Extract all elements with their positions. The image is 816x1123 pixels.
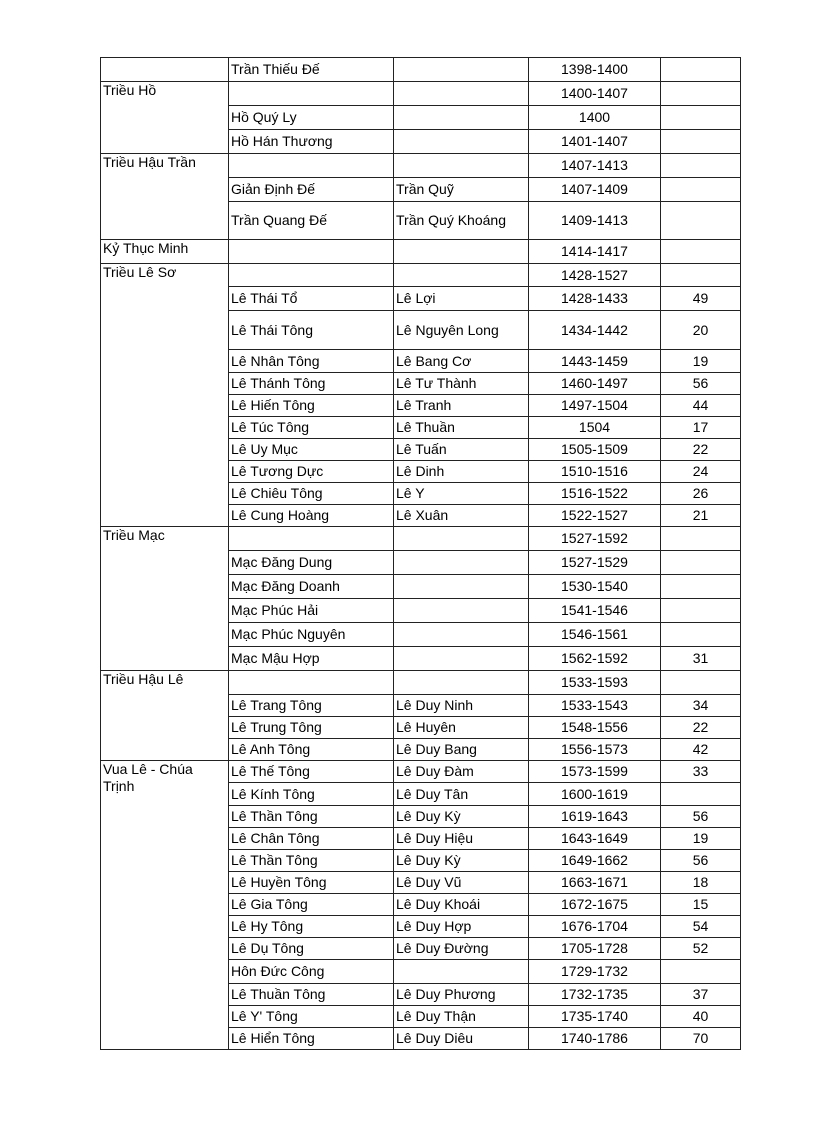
personal-name-cell: Lê Tranh <box>394 395 529 417</box>
ruler-name-cell: Hồ Quý Ly <box>229 106 394 130</box>
ruler-name-cell: Mạc Đăng Dung <box>229 551 394 575</box>
ruler-name-cell <box>229 671 394 695</box>
ruler-name-cell: Lê Thần Tông <box>229 850 394 872</box>
reign-period-cell: 1663-1671 <box>529 872 661 894</box>
personal-name-cell: Lê Duy Diêu <box>394 1028 529 1050</box>
reign-period-cell: 1533-1543 <box>529 695 661 717</box>
personal-name-cell: Lê Duy Đàm <box>394 761 529 783</box>
reign-period-cell: 1729-1732 <box>529 960 661 984</box>
reign-period-cell: 1398-1400 <box>529 58 661 82</box>
dynasty-name-cell: Vua Lê - Chúa Trịnh <box>101 761 229 1050</box>
age-cell <box>661 575 741 599</box>
reign-period-cell: 1401-1407 <box>529 130 661 154</box>
reign-period-cell: 1573-1599 <box>529 761 661 783</box>
age-cell: 42 <box>661 739 741 761</box>
age-cell <box>661 783 741 806</box>
personal-name-cell: Lê Duy Kỳ <box>394 806 529 828</box>
age-cell: 70 <box>661 1028 741 1050</box>
personal-name-cell <box>394 599 529 623</box>
table-row <box>101 527 741 551</box>
age-cell <box>661 551 741 575</box>
reign-period-cell: 1530-1540 <box>529 575 661 599</box>
personal-name-cell <box>394 106 529 130</box>
personal-name-cell <box>394 960 529 984</box>
personal-name-cell <box>394 551 529 575</box>
reign-period-cell: 1676-1704 <box>529 916 661 938</box>
personal-name-cell <box>394 527 529 551</box>
age-cell: 15 <box>661 894 741 916</box>
age-cell: 40 <box>661 1006 741 1028</box>
ruler-name-cell: Lê Thánh Tông <box>229 373 394 395</box>
age-cell <box>661 240 741 264</box>
ruler-name-cell: Lê Dụ Tông <box>229 938 394 960</box>
reign-period-cell: 1649-1662 <box>529 850 661 872</box>
personal-name-cell: Lê Y <box>394 483 529 505</box>
age-cell <box>661 106 741 130</box>
ruler-name-cell <box>229 264 394 287</box>
age-cell: 18 <box>661 872 741 894</box>
table-row <box>101 761 741 783</box>
ruler-name-cell <box>229 82 394 106</box>
ruler-name-cell <box>229 527 394 551</box>
personal-name-cell <box>394 264 529 287</box>
reign-period-cell: 1556-1573 <box>529 739 661 761</box>
table-row <box>101 58 741 82</box>
personal-name-cell: Lê Duy Phương <box>394 984 529 1006</box>
age-cell: 24 <box>661 461 741 483</box>
ruler-name-cell: Lê Nhân Tông <box>229 350 394 373</box>
personal-name-cell: Lê Duy Thận <box>394 1006 529 1028</box>
dynasty-name-cell: Triều Hồ <box>101 82 229 154</box>
age-cell <box>661 130 741 154</box>
personal-name-cell: Lê Tư Thành <box>394 373 529 395</box>
personal-name-cell: Lê Duy Kỳ <box>394 850 529 872</box>
reign-period-cell: 1428-1527 <box>529 264 661 287</box>
ruler-name-cell: Lê Thuần Tông <box>229 984 394 1006</box>
reign-period-cell: 1546-1561 <box>529 623 661 647</box>
personal-name-cell: Lê Thuần <box>394 417 529 439</box>
ruler-name-cell: Hôn Đức Công <box>229 960 394 984</box>
personal-name-cell <box>394 82 529 106</box>
reign-period-cell: 1516-1522 <box>529 483 661 505</box>
ruler-name-cell: Lê Y' Tông <box>229 1006 394 1028</box>
table-row <box>101 264 741 287</box>
personal-name-cell: Lê Duy Hiệu <box>394 828 529 850</box>
personal-name-cell: Lê Tuấn <box>394 439 529 461</box>
age-cell: 22 <box>661 717 741 739</box>
reign-period-cell: 1735-1740 <box>529 1006 661 1028</box>
ruler-name-cell: Trần Quang Đế <box>229 202 394 240</box>
ruler-name-cell: Lê Thế Tông <box>229 761 394 783</box>
table-row <box>101 82 741 106</box>
reign-period-cell: 1407-1413 <box>529 154 661 178</box>
reign-period-cell: 1548-1556 <box>529 717 661 739</box>
age-cell: 26 <box>661 483 741 505</box>
ruler-name-cell: Lê Huyền Tông <box>229 872 394 894</box>
dynasty-table-body <box>101 58 741 1050</box>
personal-name-cell: Lê Duy Khoái <box>394 894 529 916</box>
personal-name-cell: Lê Huyên <box>394 717 529 739</box>
age-cell <box>661 599 741 623</box>
reign-period-cell: 1541-1546 <box>529 599 661 623</box>
ruler-name-cell: Mạc Mậu Hợp <box>229 647 394 671</box>
age-cell <box>661 671 741 695</box>
ruler-name-cell: Lê Anh Tông <box>229 739 394 761</box>
ruler-name-cell: Trần Thiếu Đế <box>229 58 394 82</box>
age-cell: 56 <box>661 806 741 828</box>
personal-name-cell <box>394 58 529 82</box>
dynasty-name-cell: Triều Hậu Trần <box>101 154 229 240</box>
ruler-name-cell <box>229 240 394 264</box>
personal-name-cell <box>394 240 529 264</box>
reign-period-cell: 1414-1417 <box>529 240 661 264</box>
ruler-name-cell: Lê Trung Tông <box>229 717 394 739</box>
personal-name-cell: Lê Duy Bang <box>394 739 529 761</box>
reign-period-cell: 1409-1413 <box>529 202 661 240</box>
age-cell: 34 <box>661 695 741 717</box>
age-cell: 19 <box>661 828 741 850</box>
personal-name-cell: Trần Quỹ <box>394 178 529 202</box>
age-cell: 20 <box>661 311 741 350</box>
personal-name-cell <box>394 647 529 671</box>
age-cell: 54 <box>661 916 741 938</box>
age-cell: 56 <box>661 373 741 395</box>
dynasty-name-cell <box>101 58 229 82</box>
personal-name-cell: Lê Bang Cơ <box>394 350 529 373</box>
age-cell <box>661 527 741 551</box>
dynasty-name-cell: Triều Hậu Lê <box>101 671 229 761</box>
personal-name-cell: Lê Nguyên Long <box>394 311 529 350</box>
personal-name-cell: Lê Lợi <box>394 287 529 311</box>
ruler-name-cell: Lê Uy Mục <box>229 439 394 461</box>
reign-period-cell: 1504 <box>529 417 661 439</box>
personal-name-cell <box>394 154 529 178</box>
reign-period-cell: 1740-1786 <box>529 1028 661 1050</box>
age-cell: 22 <box>661 439 741 461</box>
dynasty-name-cell: Triều Mạc <box>101 527 229 671</box>
personal-name-cell <box>394 623 529 647</box>
age-cell: 33 <box>661 761 741 783</box>
age-cell <box>661 264 741 287</box>
reign-period-cell: 1705-1728 <box>529 938 661 960</box>
ruler-name-cell: Lê Gia Tông <box>229 894 394 916</box>
dynasty-name-cell: Triều Lê Sơ <box>101 264 229 527</box>
reign-period-cell: 1600-1619 <box>529 783 661 806</box>
table-row <box>101 671 741 695</box>
reign-period-cell: 1672-1675 <box>529 894 661 916</box>
ruler-name-cell: Lê Trang Tông <box>229 695 394 717</box>
reign-period-cell: 1407-1409 <box>529 178 661 202</box>
table-row <box>101 240 741 264</box>
reign-period-cell: 1434-1442 <box>529 311 661 350</box>
reign-period-cell: 1732-1735 <box>529 984 661 1006</box>
age-cell: 52 <box>661 938 741 960</box>
ruler-name-cell: Lê Hiến Tông <box>229 395 394 417</box>
ruler-name-cell <box>229 154 394 178</box>
ruler-name-cell: Hồ Hán Thương <box>229 130 394 154</box>
age-cell: 31 <box>661 647 741 671</box>
reign-period-cell: 1497-1504 <box>529 395 661 417</box>
ruler-name-cell: Lê Hy Tông <box>229 916 394 938</box>
ruler-name-cell: Lê Túc Tông <box>229 417 394 439</box>
reign-period-cell: 1460-1497 <box>529 373 661 395</box>
age-cell <box>661 58 741 82</box>
personal-name-cell: Lê Xuân <box>394 505 529 527</box>
reign-period-cell: 1619-1643 <box>529 806 661 828</box>
personal-name-cell: Lê Duy Hợp <box>394 916 529 938</box>
reign-period-cell: 1428-1433 <box>529 287 661 311</box>
personal-name-cell <box>394 575 529 599</box>
ruler-name-cell: Giản Định Đế <box>229 178 394 202</box>
reign-period-cell: 1400 <box>529 106 661 130</box>
reign-period-cell: 1510-1516 <box>529 461 661 483</box>
reign-period-cell: 1522-1527 <box>529 505 661 527</box>
age-cell: 19 <box>661 350 741 373</box>
ruler-name-cell: Mạc Phúc Nguyên <box>229 623 394 647</box>
dynasty-name-cell: Kỷ Thục Minh <box>101 240 229 264</box>
ruler-name-cell: Mạc Phúc Hải <box>229 599 394 623</box>
ruler-name-cell: Lê Thái Tổ <box>229 287 394 311</box>
reign-period-cell: 1527-1529 <box>529 551 661 575</box>
age-cell: 17 <box>661 417 741 439</box>
ruler-name-cell: Lê Thần Tông <box>229 806 394 828</box>
personal-name-cell: Lê Duy Tân <box>394 783 529 806</box>
reign-period-cell: 1643-1649 <box>529 828 661 850</box>
ruler-name-cell: Mạc Đăng Doanh <box>229 575 394 599</box>
reign-period-cell: 1533-1593 <box>529 671 661 695</box>
ruler-name-cell: Lê Kính Tông <box>229 783 394 806</box>
reign-period-cell: 1400-1407 <box>529 82 661 106</box>
ruler-name-cell: Lê Thái Tông <box>229 311 394 350</box>
personal-name-cell: Lê Dinh <box>394 461 529 483</box>
table-row <box>101 154 741 178</box>
reign-period-cell: 1505-1509 <box>529 439 661 461</box>
personal-name-cell: Lê Duy Đường <box>394 938 529 960</box>
ruler-name-cell: Lê Tương Dực <box>229 461 394 483</box>
age-cell <box>661 82 741 106</box>
personal-name-cell <box>394 671 529 695</box>
age-cell <box>661 960 741 984</box>
age-cell <box>661 623 741 647</box>
personal-name-cell: Lê Duy Vũ <box>394 872 529 894</box>
age-cell <box>661 178 741 202</box>
ruler-name-cell: Lê Chân Tông <box>229 828 394 850</box>
personal-name-cell: Lê Duy Ninh <box>394 695 529 717</box>
age-cell: 37 <box>661 984 741 1006</box>
ruler-name-cell: Lê Chiêu Tông <box>229 483 394 505</box>
age-cell <box>661 154 741 178</box>
dynasty-table <box>100 57 741 1050</box>
personal-name-cell: Trần Quý Khoáng <box>394 202 529 240</box>
ruler-name-cell: Lê Hiển Tông <box>229 1028 394 1050</box>
age-cell: 44 <box>661 395 741 417</box>
reign-period-cell: 1562-1592 <box>529 647 661 671</box>
age-cell: 21 <box>661 505 741 527</box>
age-cell: 49 <box>661 287 741 311</box>
reign-period-cell: 1527-1592 <box>529 527 661 551</box>
personal-name-cell <box>394 130 529 154</box>
reign-period-cell: 1443-1459 <box>529 350 661 373</box>
age-cell <box>661 202 741 240</box>
ruler-name-cell: Lê Cung Hoàng <box>229 505 394 527</box>
age-cell: 56 <box>661 850 741 872</box>
